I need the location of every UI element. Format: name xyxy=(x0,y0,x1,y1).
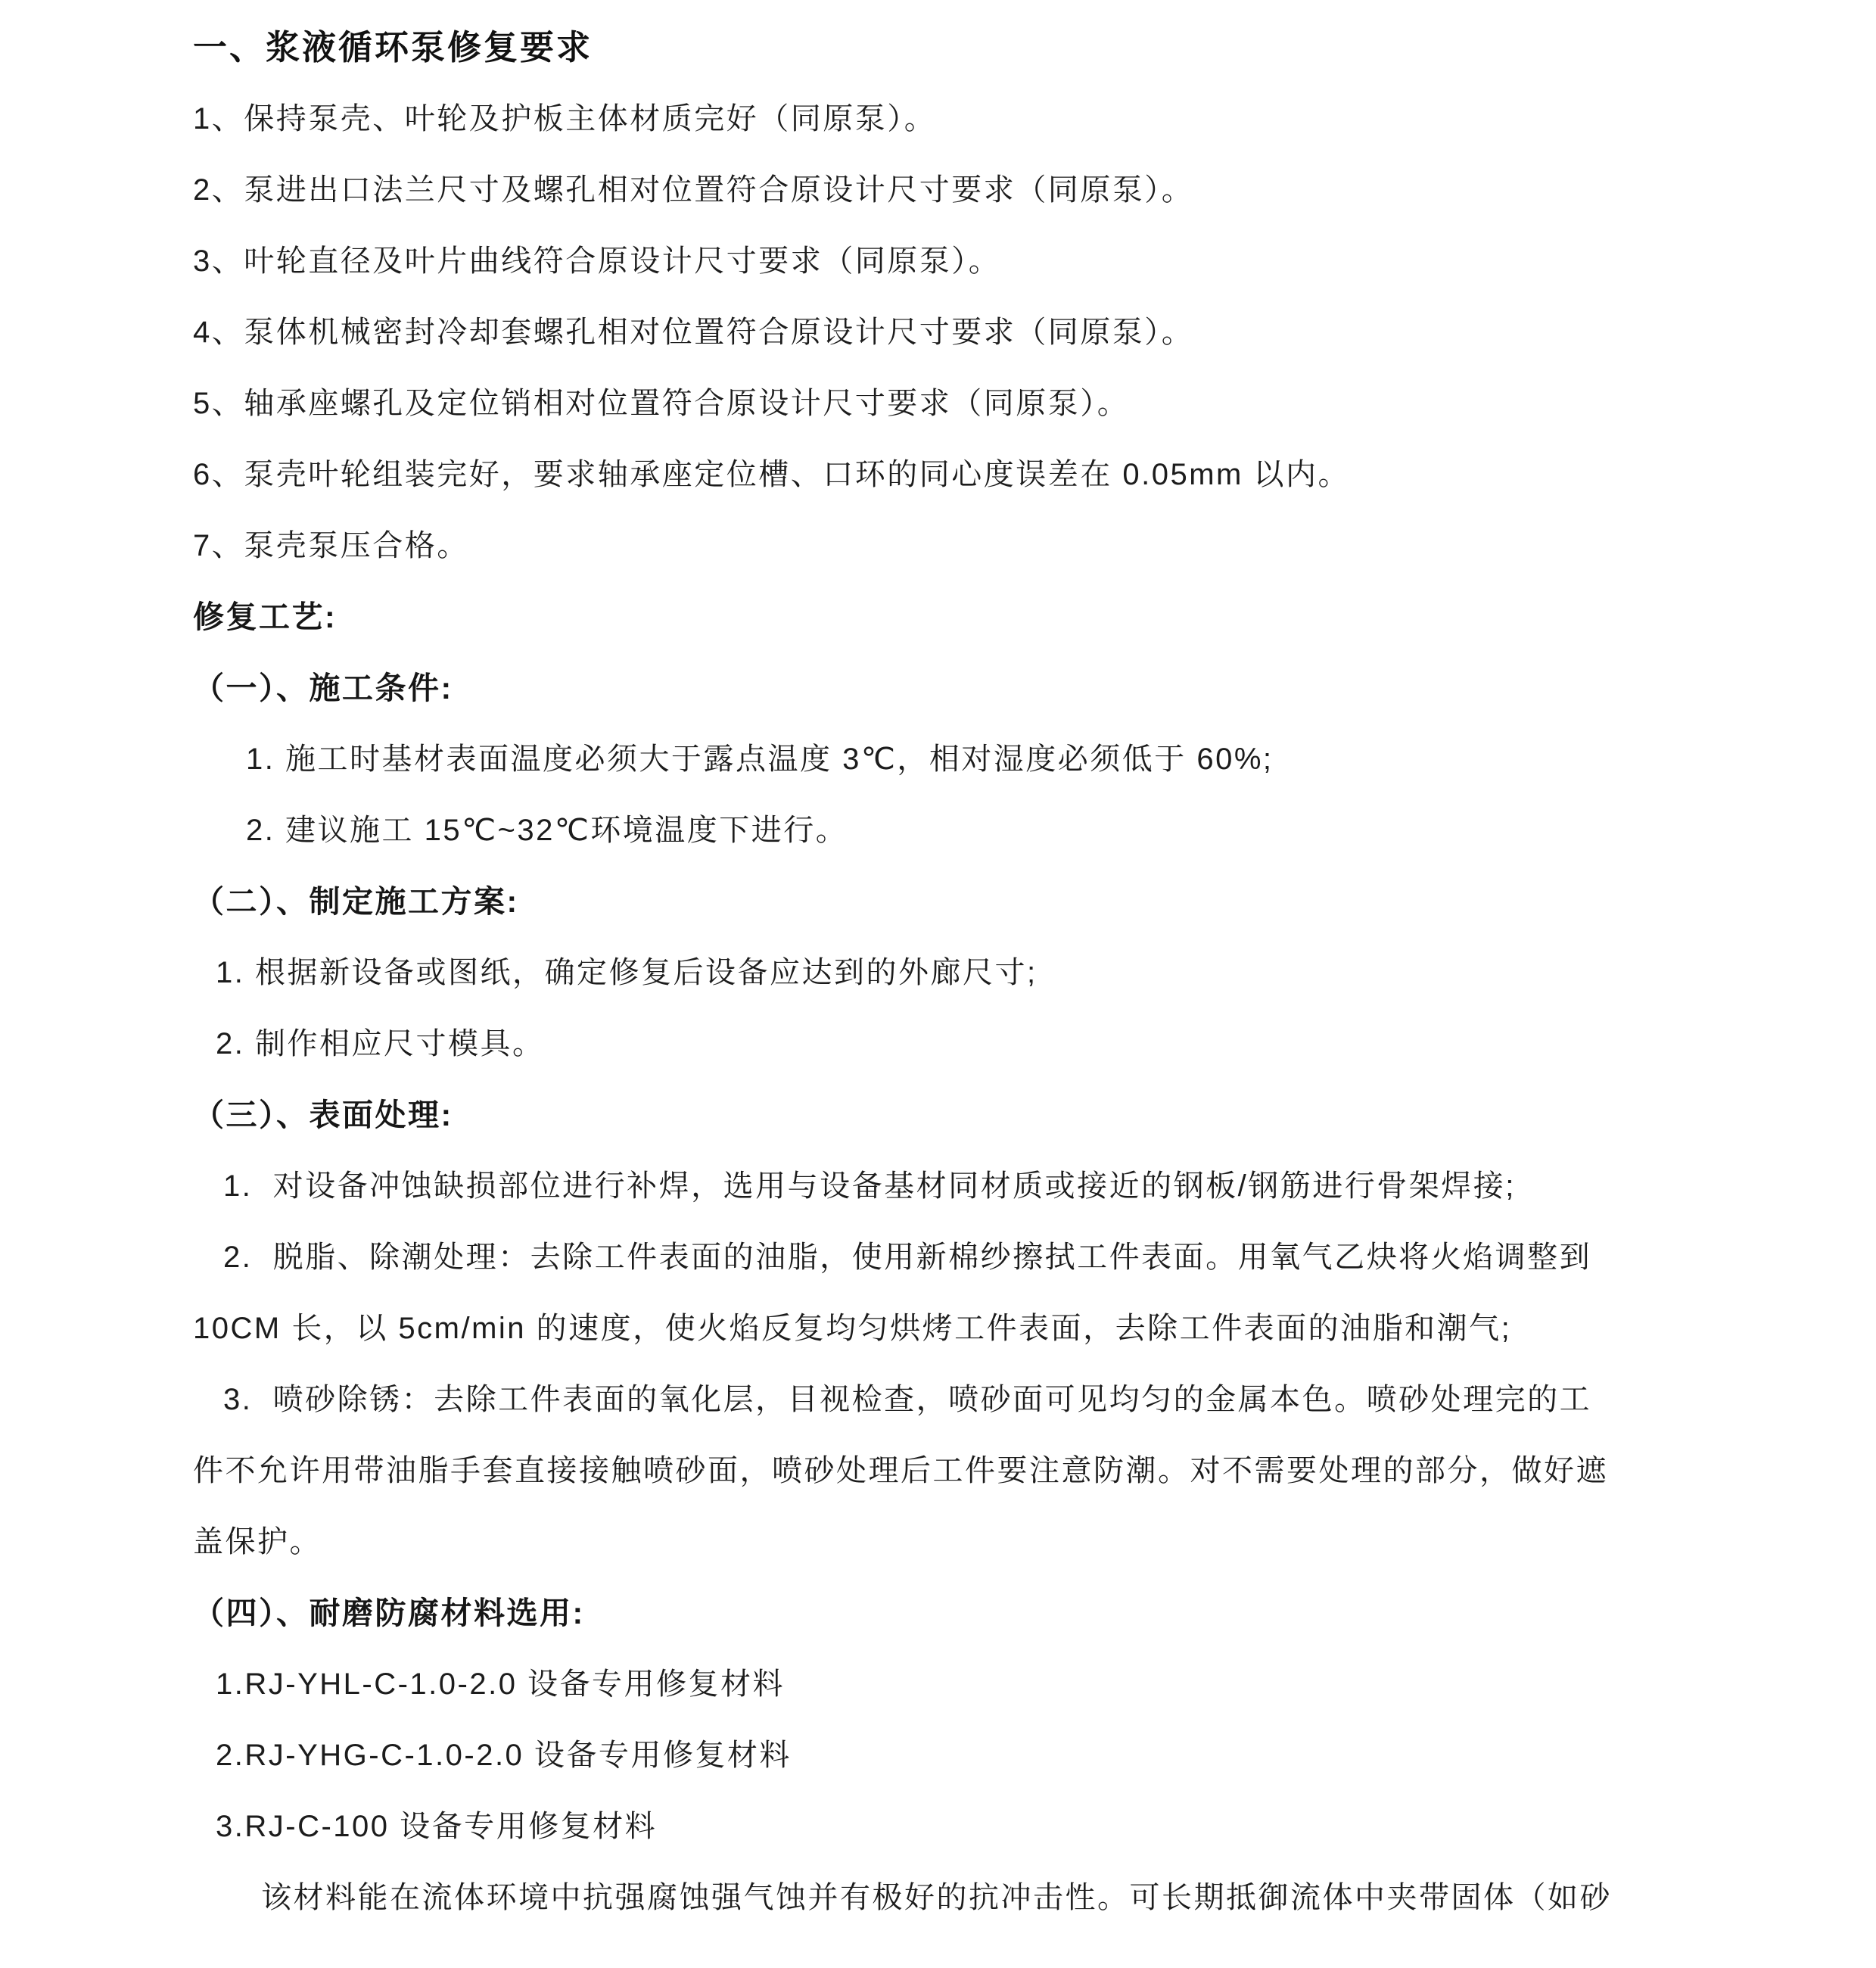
section-4-item-1: 1.RJ-YHL-C-1.0-2.0 设备专用修复材料 xyxy=(216,1668,786,1701)
section-4-heading: （四）、耐磨防腐材料选用: xyxy=(193,1596,585,1630)
section-3-item-3-line-2: 件不允许用带油脂手套直接接触喷砂面，喷砂处理后工件要注意防潮。对不需要处理的部分，做好遮 xyxy=(193,1454,1608,1487)
section-2-heading: （二）、制定施工方案: xyxy=(193,884,519,919)
requirement-item-2: 2、泵进出口法兰尺寸及螺孔相对位置符合原设计尺寸要求（同原泵）。 xyxy=(193,173,1194,207)
requirement-item-3: 3、叶轮直径及叶片曲线符合原设计尺寸要求（同原泵）。 xyxy=(193,244,1001,278)
process-heading: 修复工艺: xyxy=(193,599,338,634)
section-1-item-1: 1. 施工时基材表面温度必须大于露点温度 3℃，相对湿度必须低于 60%; xyxy=(246,743,1274,776)
section-4-item-3: 3.RJ-C-100 设备专用修复材料 xyxy=(216,1810,658,1843)
requirement-item-1: 1、保持泵壳、叶轮及护板主体材质完好（同原泵）。 xyxy=(193,102,937,135)
section-3-item-3-line-1: 3. 喷砂除锈：去除工件表面的氧化层，目视检查，喷砂面可见均匀的金属本色。喷砂处理完的工 xyxy=(223,1383,1592,1416)
section-2-item-1: 1. 根据新设备或图纸，确定修复后设备应达到的外廊尺寸; xyxy=(216,956,1038,989)
material-description: 该材料能在流体环境中抗强腐蚀强气蚀并有极好的抗冲击性。可长期抵御流体中夹带固体（如砂 xyxy=(261,1881,1612,1914)
section-3-heading: （三）、表面处理: xyxy=(193,1098,453,1132)
section-4-item-2: 2.RJ-YHG-C-1.0-2.0 设备专用修复材料 xyxy=(216,1739,792,1772)
section-2-item-2: 2. 制作相应尺寸模具。 xyxy=(216,1027,545,1060)
section-1-heading: （一）、施工条件: xyxy=(193,671,453,705)
requirement-item-7: 7、泵壳泵压合格。 xyxy=(193,529,469,562)
doc-title: 一、浆液循环泵修复要求 xyxy=(193,28,593,67)
section-3-item-2-line-1: 2. 脱脂、除潮处理：去除工件表面的油脂，使用新棉纱擦拭工件表面。用氧气乙炔将火焰调整到 xyxy=(223,1241,1592,1274)
section-3-item-1: 1. 对设备冲蚀缺损部位进行补焊，选用与设备基材同材质或接近的钢板/钢筋进行骨架焊接; xyxy=(223,1169,1516,1203)
requirement-item-4: 4、泵体机械密封冷却套螺孔相对位置符合原设计尺寸要求（同原泵）。 xyxy=(193,316,1194,349)
requirement-item-6: 6、泵壳叶轮组装完好，要求轴承座定位槽、口环的同心度误差在 0.05mm 以内。 xyxy=(193,458,1350,491)
section-1-item-2: 2. 建议施工 15℃~32℃环境温度下进行。 xyxy=(246,814,848,847)
requirement-item-5: 5、轴承座螺孔及定位销相对位置符合原设计尺寸要求（同原泵）。 xyxy=(193,387,1130,420)
section-3-item-2-line-2: 10CM 长，以 5cm/min 的速度，使火焰反复均匀烘烤工件表面，去除工件表面的油脂和潮气; xyxy=(193,1312,1512,1345)
section-3-item-3-line-3: 盖保护。 xyxy=(193,1525,322,1559)
